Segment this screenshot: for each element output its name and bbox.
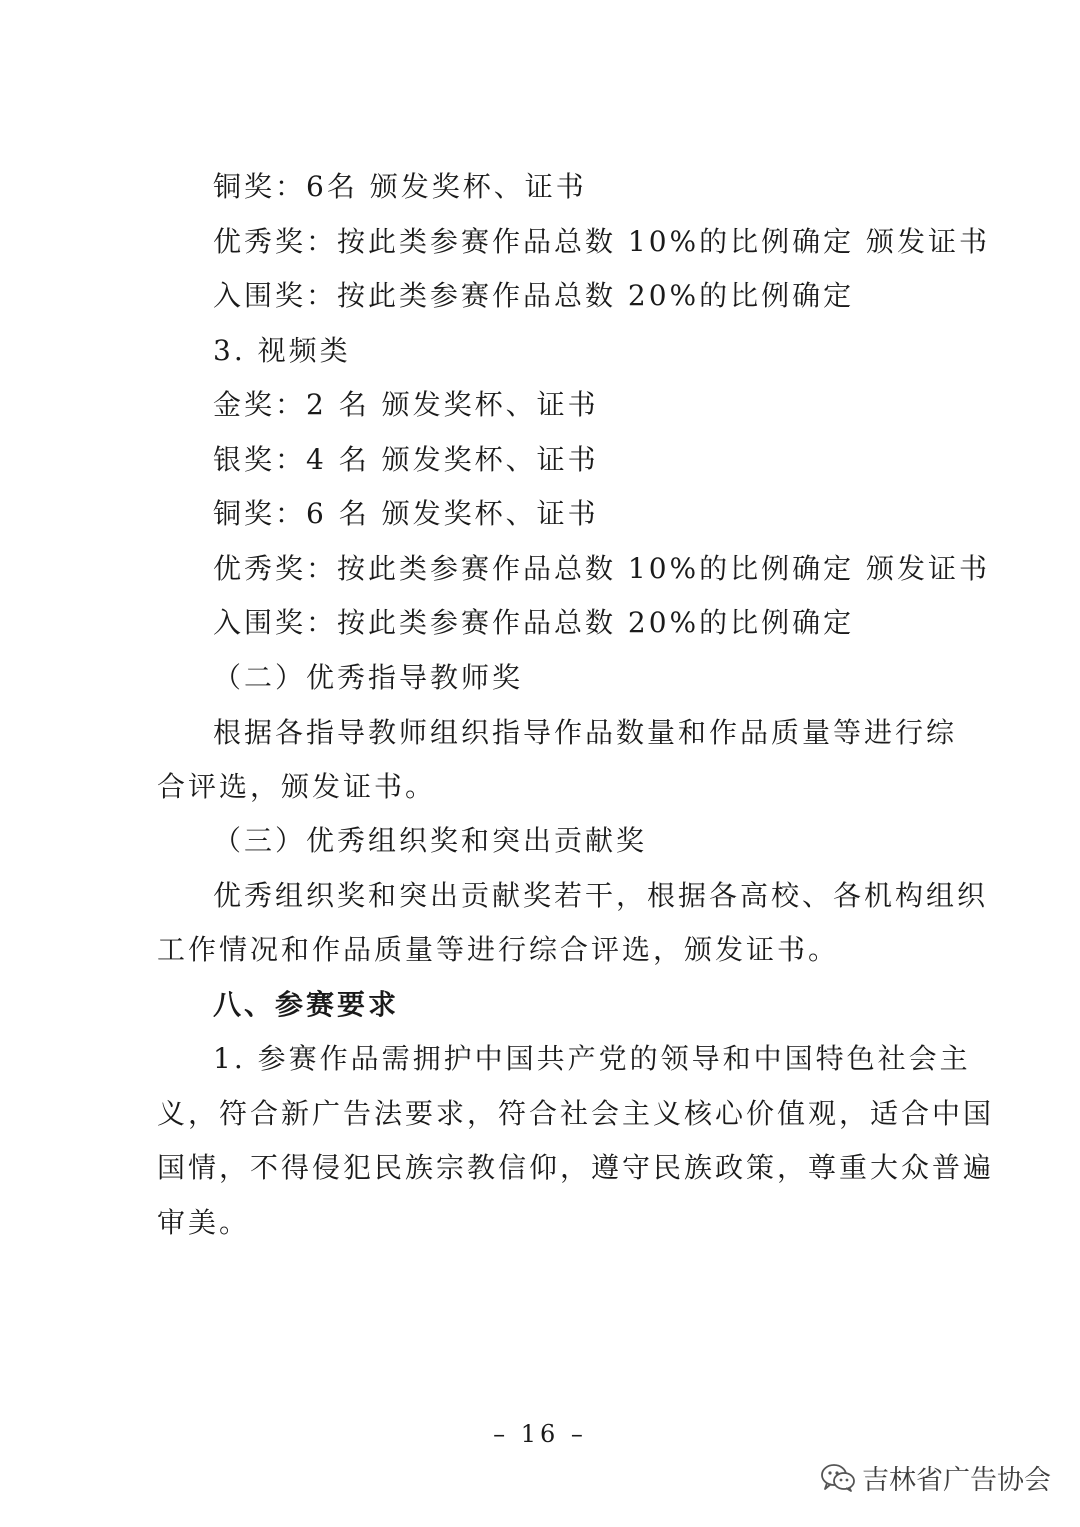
award-gold-line: 金奖：2 名 颁发奖杯、证书 bbox=[213, 388, 599, 421]
award-finalist-line: 入围奖：按此类参赛作品总数 20%的比例确定 bbox=[213, 606, 855, 639]
award-finalist-line: 入围奖：按此类参赛作品总数 20%的比例确定 bbox=[213, 279, 855, 312]
paragraph-line: 工作情况和作品质量等进行综合评选，颁发证书。 bbox=[157, 933, 840, 966]
paragraph-line: 审美。 bbox=[157, 1206, 251, 1239]
paragraph-line: 根据各指导教师组织指导作品数量和作品质量等进行综 bbox=[213, 716, 958, 749]
award-silver-line: 银奖：4 名 颁发奖杯、证书 bbox=[213, 443, 599, 476]
wechat-icon bbox=[820, 1463, 856, 1493]
award-excellence-line: 优秀奖：按此类参赛作品总数 10%的比例确定 颁发证书 bbox=[213, 225, 991, 258]
paragraph-line: 合评选，颁发证书。 bbox=[157, 770, 437, 803]
paragraph-line: 优秀组织奖和突出贡献奖若干，根据各高校、各机构组织 bbox=[213, 879, 989, 912]
section-requirements-heading: 八、参赛要求 bbox=[213, 988, 400, 1021]
watermark-text: 吉林省广告协会 bbox=[862, 1465, 1051, 1496]
section-organization-award-heading: （三）优秀组织奖和突出贡献奖 bbox=[213, 824, 648, 857]
award-excellence-line: 优秀奖：按此类参赛作品总数 10%的比例确定 颁发证书 bbox=[213, 552, 991, 585]
source-watermark bbox=[820, 1458, 1051, 1497]
page-number: – 16 – bbox=[493, 1420, 587, 1448]
award-bronze-line: 铜奖：6名 颁发奖杯、证书 bbox=[213, 170, 587, 203]
award-bronze-line: 铜奖：6 名 颁发奖杯、证书 bbox=[213, 497, 599, 530]
section-teacher-award-heading: （二）优秀指导教师奖 bbox=[213, 661, 524, 694]
category-video-heading: 3. 视频类 bbox=[213, 334, 351, 367]
paragraph-line: 1. 参赛作品需拥护中国共产党的领导和中国特色社会主 bbox=[213, 1042, 971, 1075]
paragraph-line: 义，符合新广告法要求，符合社会主义核心价值观，适合中国 bbox=[157, 1097, 995, 1130]
paragraph-line: 国情，不得侵犯民族宗教信仰，遵守民族政策，尊重大众普遍 bbox=[157, 1151, 995, 1184]
